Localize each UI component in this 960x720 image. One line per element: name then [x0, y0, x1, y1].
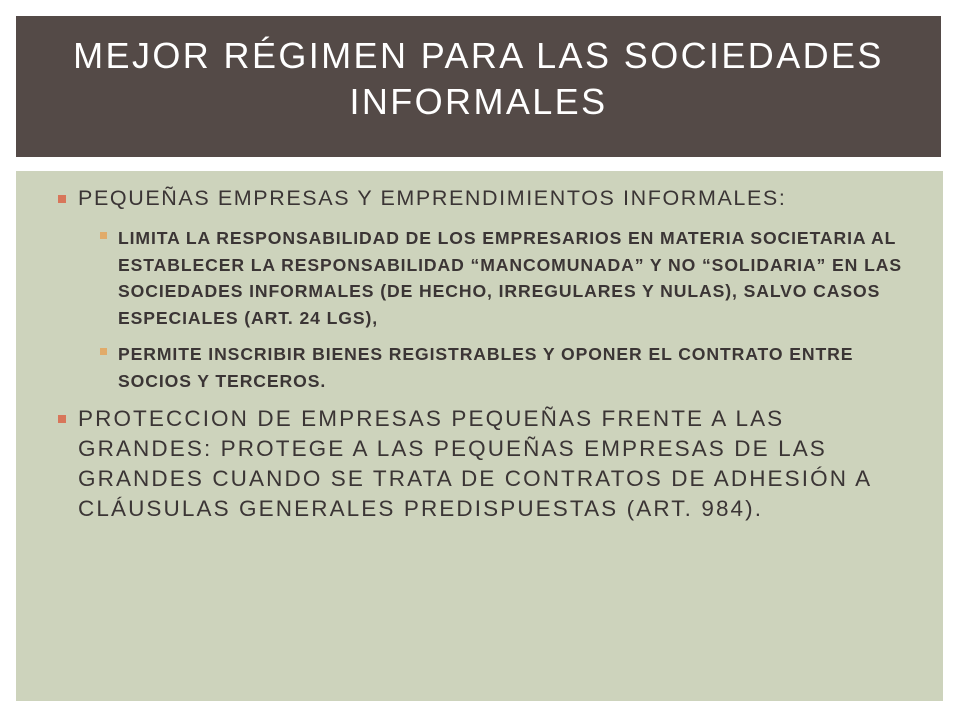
bullet-text: PROTECCION DE EMPRESAS PEQUEÑAS FRENTE A LAS GRANDES: PROTEGE A LAS PEQUEÑAS EMPRESAS DE LAS GRANDES CUANDO SE TRATA DE CONTRATOS DE ADHESIÓN A CLÁUSULAS GENERALES PREDISPUESTAS (ART. 984).	[78, 406, 872, 521]
slide-title: MEJOR RÉGIMEN PARA LAS SOCIEDADES INFORMALES	[73, 34, 884, 122]
content-box	[16, 171, 943, 701]
square-bullet-icon	[58, 415, 66, 423]
square-bullet-icon	[100, 232, 107, 239]
sub-bullet-text: PERMITE INSCRIBIR BIENES REGISTRABLES Y OPONER EL CONTRATO ENTRE SOCIOS Y TERCEROS.	[118, 344, 854, 391]
bullet-text: PEQUEÑAS EMPRESAS Y EMPRENDIMIENTOS INFORMALES:	[78, 186, 787, 210]
sub-bullet-text: LIMITA LA RESPONSABILIDAD DE LOS EMPRESARIOS EN MATERIA SOCIETARIA AL ESTABLECER LA RESPONSABILIDAD “MANCOMUNADA” Y NO “SOLIDARIA” EN LAS SOCIEDADES INFORMALES (DE HECHO, IRREGULARES Y NULAS), SALVO CASOS ESPECIALES (ART. 24 LGS),	[118, 228, 902, 328]
bullet-item	[58, 404, 918, 524]
bullet-item	[58, 185, 918, 394]
sub-bullet-item	[88, 341, 918, 394]
sub-bullet-item	[88, 225, 918, 331]
sub-bullet-list	[78, 225, 918, 394]
square-bullet-icon	[58, 195, 66, 203]
bullet-list	[58, 185, 918, 524]
square-bullet-icon	[100, 348, 107, 355]
title-bar	[16, 16, 941, 157]
